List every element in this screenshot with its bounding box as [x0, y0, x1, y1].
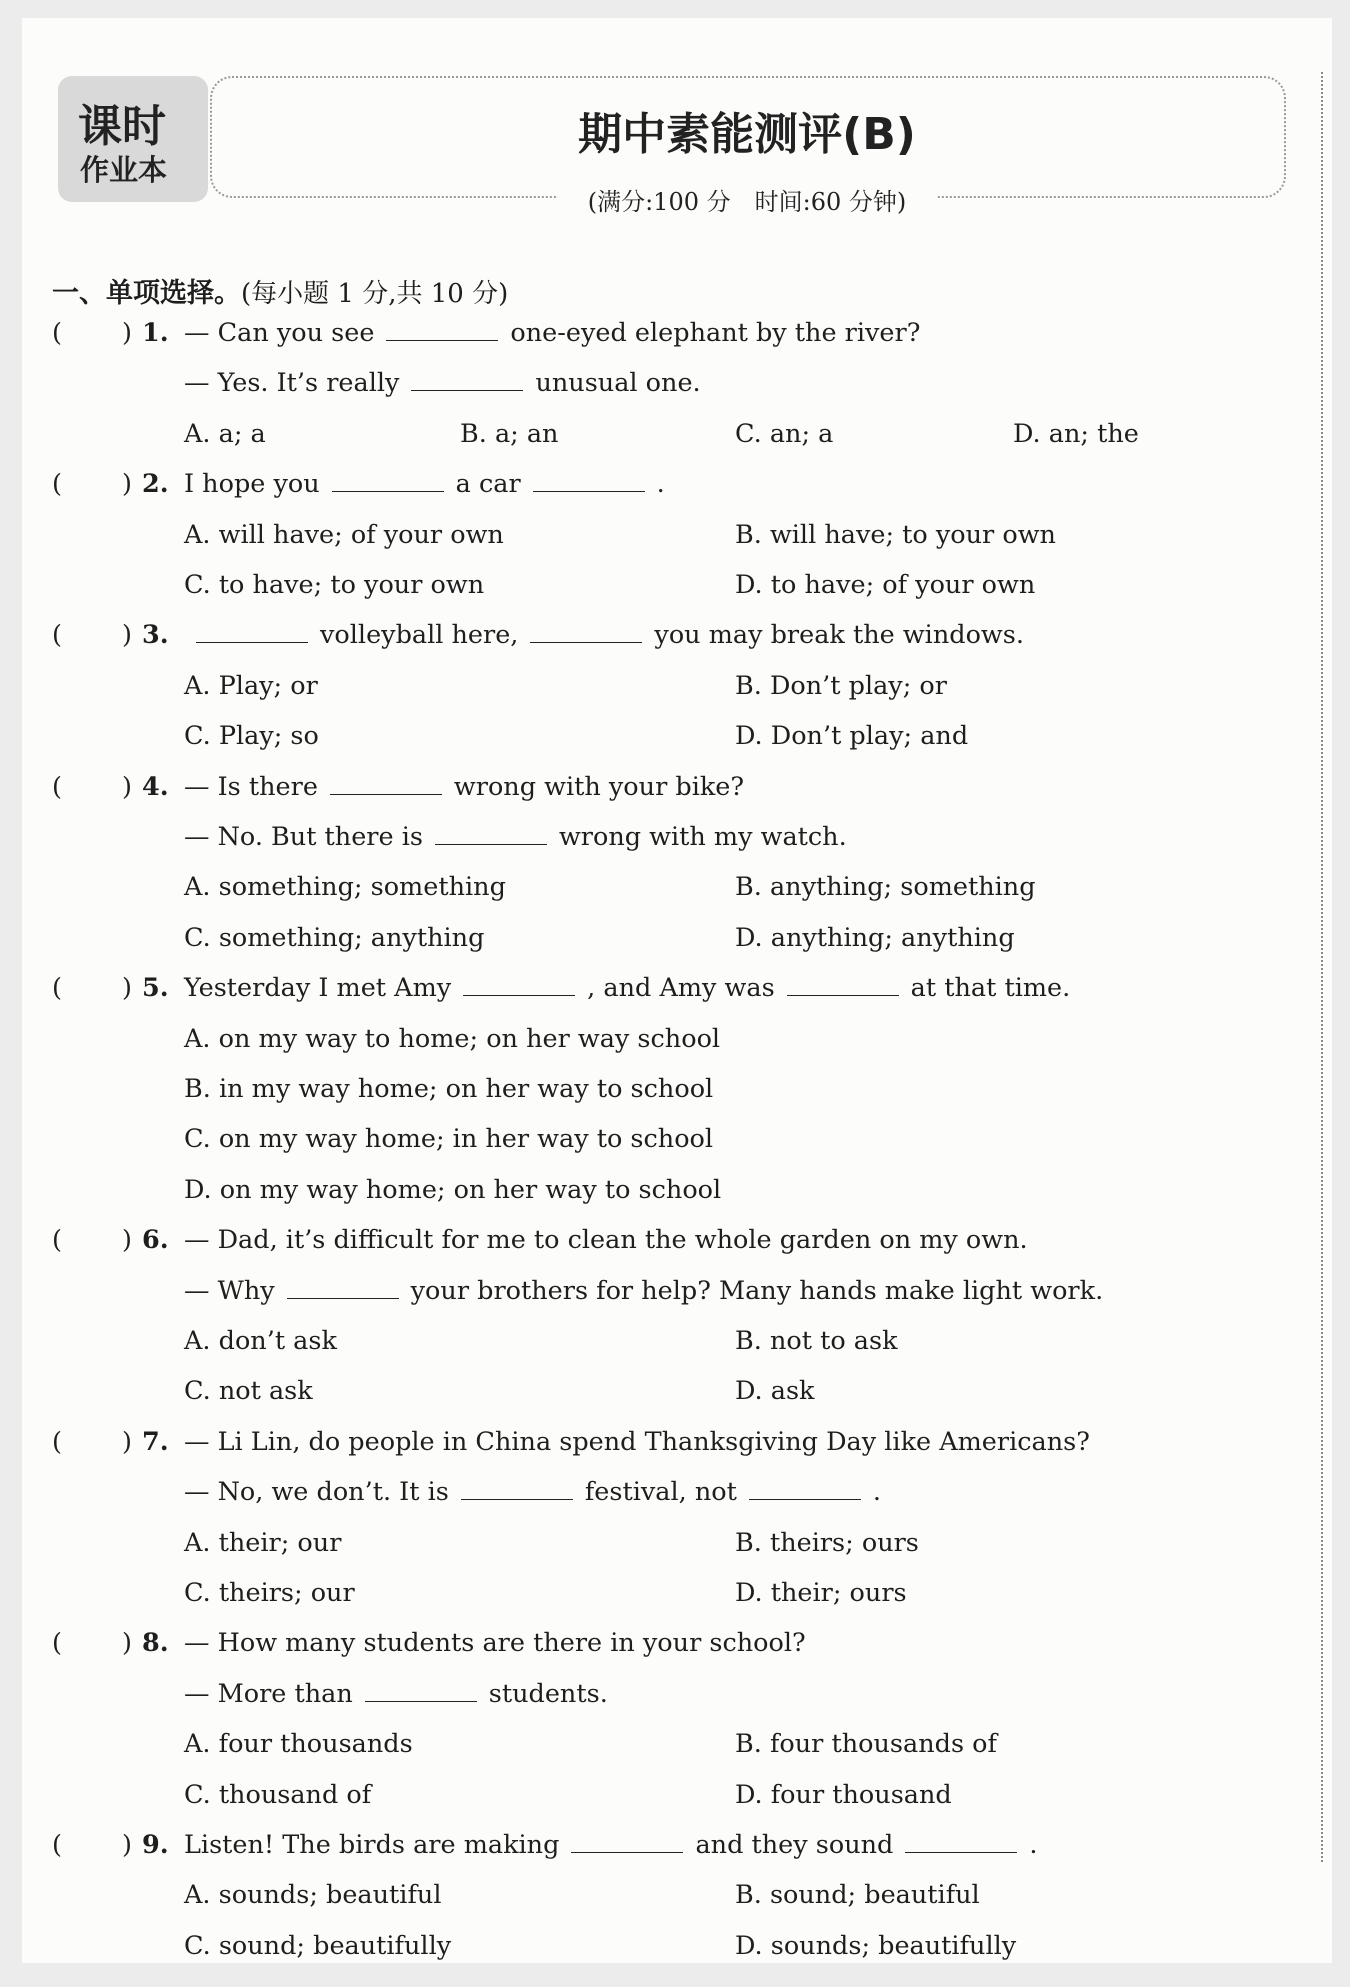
- question-stem: [184, 1276, 1103, 1306]
- answer-option[interactable]: A. a; a: [184, 418, 266, 449]
- answer-option[interactable]: C. sound; beautifully: [184, 1930, 452, 1961]
- question-stem: [184, 368, 701, 398]
- answer-paren-right: ): [122, 771, 132, 802]
- fill-blank: [332, 490, 444, 492]
- answer-paren-right: ): [122, 1830, 132, 1860]
- answer-option[interactable]: A. Play; or: [184, 670, 318, 701]
- logo-line1: 课时: [78, 101, 166, 152]
- fill-blank: [330, 793, 442, 795]
- answer-option[interactable]: C. thousand of: [184, 1779, 372, 1810]
- fill-blank: [463, 994, 575, 996]
- answer-option[interactable]: B. will have; to your own: [735, 519, 1056, 550]
- fill-blank: [533, 490, 645, 492]
- question-stem: [184, 1477, 881, 1507]
- fill-blank: [461, 1498, 573, 1500]
- answer-paren-right: ): [122, 973, 132, 1004]
- question-stem: [184, 469, 665, 499]
- subtitle-text: (满分:100 分 时间:60 分钟): [558, 188, 937, 216]
- answer-option[interactable]: D. an; the: [1013, 418, 1139, 449]
- answer-option[interactable]: D. on my way home; on her way to school: [184, 1174, 722, 1205]
- question-number: 3.: [142, 620, 169, 651]
- stem-text: unusual one.: [535, 368, 701, 399]
- stem-text: — How many students are there in your school?: [184, 1628, 806, 1659]
- section-note: (每小题 1 分,共 10 分): [241, 279, 509, 309]
- answer-option[interactable]: A. will have; of your own: [184, 519, 504, 550]
- question-stem: [184, 822, 847, 852]
- fill-blank: [435, 843, 547, 845]
- logo: [58, 76, 208, 202]
- stem-text: festival, not: [584, 1477, 737, 1508]
- section-heading: [52, 271, 508, 310]
- page-title: 期中素能测评(B): [578, 109, 916, 160]
- question-stem: [184, 620, 1024, 650]
- answer-paren-right: ): [122, 1628, 132, 1659]
- answer-option[interactable]: B. theirs; ours: [735, 1527, 919, 1558]
- answer-option[interactable]: A. don’t ask: [184, 1326, 337, 1356]
- answer-option[interactable]: B. not to ask: [735, 1326, 898, 1356]
- answer-paren-left: (: [52, 1628, 62, 1659]
- question-number: 5.: [142, 973, 169, 1004]
- answer-option[interactable]: D. their; ours: [735, 1578, 907, 1608]
- stem-text: Yesterday I met Amy: [184, 973, 452, 1004]
- answer-paren-left: (: [52, 1830, 62, 1860]
- stem-text: a car: [455, 469, 521, 500]
- fill-blank: [196, 641, 308, 643]
- question-number: 6.: [142, 1225, 169, 1256]
- stem-text: and they sound: [695, 1830, 894, 1860]
- answer-option[interactable]: A. on my way to home; on her way school: [184, 1023, 721, 1054]
- answer-option[interactable]: D. to have; of your own: [735, 570, 1036, 600]
- answer-paren-right: ): [122, 620, 132, 651]
- question-number: 1.: [142, 318, 169, 348]
- question-stem: [184, 1225, 1028, 1255]
- fill-blank: [749, 1498, 861, 1500]
- answer-paren-left: (: [52, 469, 62, 500]
- answer-option[interactable]: D. sounds; beautifully: [735, 1930, 1017, 1961]
- answer-paren-left: (: [52, 620, 62, 651]
- stem-text: — Can you see: [184, 318, 375, 348]
- answer-option[interactable]: A. sounds; beautiful: [184, 1880, 442, 1911]
- fill-blank: [530, 641, 642, 643]
- stem-text: — Is there: [184, 771, 318, 802]
- fill-blank: [411, 389, 523, 391]
- answer-option[interactable]: C. something; anything: [184, 922, 485, 953]
- fill-blank: [787, 994, 899, 996]
- stem-text: I hope you: [184, 469, 320, 500]
- answer-option[interactable]: A. their; our: [184, 1527, 342, 1558]
- question-number: 4.: [142, 771, 169, 802]
- stem-text: , and Amy was: [587, 973, 775, 1004]
- stem-text: at that time.: [910, 973, 1071, 1004]
- question-stem: [184, 772, 744, 802]
- answer-paren-left: (: [52, 1225, 62, 1256]
- question-stem: [184, 973, 1070, 1003]
- logo-line2: 作业本: [80, 153, 168, 187]
- stem-text: — More than: [184, 1678, 353, 1709]
- stem-text: — No, we don’t. It is: [184, 1477, 449, 1508]
- stem-text: — Why: [184, 1275, 275, 1306]
- question-number: 8.: [142, 1628, 169, 1659]
- fill-blank: [386, 339, 498, 341]
- answer-option[interactable]: B. Don’t play; or: [735, 670, 947, 701]
- fill-blank: [571, 1851, 683, 1853]
- stem-text: — Yes. It’s really: [184, 368, 400, 399]
- section-title: 一、单项选择。: [52, 278, 241, 309]
- question-stem: [184, 318, 920, 348]
- answer-option[interactable]: B. anything; something: [735, 872, 1036, 903]
- answer-paren-left: (: [52, 973, 62, 1004]
- page-subtitle: [210, 182, 1284, 217]
- answer-paren-right: ): [122, 1426, 132, 1457]
- answer-option[interactable]: C. not ask: [184, 1376, 313, 1407]
- stem-text: your brothers for help? Many hands make light work.: [410, 1275, 1104, 1306]
- stem-text: — Li Lin, do people in China spend Thanksgiving Day like Americans?: [184, 1426, 1090, 1457]
- answer-option[interactable]: D. four thousand: [735, 1779, 952, 1810]
- answer-option[interactable]: C. on my way home; in her way to school: [184, 1124, 714, 1155]
- stem-text: .: [656, 469, 665, 500]
- answer-option[interactable]: B. a; an: [460, 418, 559, 449]
- answer-paren-right: ): [122, 318, 132, 348]
- question-number: 9.: [142, 1830, 169, 1860]
- answer-paren-right: ): [122, 1225, 132, 1256]
- stem-text: .: [1029, 1830, 1038, 1860]
- answer-option[interactable]: B. sound; beautiful: [735, 1880, 980, 1911]
- answer-option[interactable]: D. ask: [735, 1376, 815, 1407]
- answer-option[interactable]: A. four thousands: [184, 1729, 413, 1760]
- question-stem: [184, 1679, 608, 1709]
- question-number: 7.: [142, 1426, 169, 1457]
- answer-option[interactable]: D. Don’t play; and: [735, 721, 969, 752]
- fill-blank: [287, 1297, 399, 1299]
- stem-text: wrong with my watch.: [558, 822, 847, 852]
- answer-option[interactable]: A. something; something: [184, 872, 506, 903]
- question-stem: [184, 1830, 1037, 1860]
- answer-paren-left: (: [52, 1426, 62, 1457]
- answer-paren-left: (: [52, 318, 62, 348]
- answer-paren-right: ): [122, 469, 132, 500]
- question-stem: [184, 1628, 806, 1658]
- stem-text: — Dad, it’s difficult for me to clean the whole garden on my own.: [184, 1225, 1028, 1256]
- stem-text: wrong with your bike?: [453, 771, 745, 802]
- question-stem: [184, 1427, 1090, 1457]
- stem-text: Listen! The birds are making: [184, 1830, 560, 1860]
- fill-blank: [365, 1700, 477, 1702]
- stem-text: students.: [488, 1678, 608, 1709]
- stem-text: — No. But there is: [184, 822, 423, 852]
- answer-option[interactable]: B. four thousands of: [735, 1729, 997, 1760]
- stem-text: .: [872, 1477, 881, 1508]
- margin-rule: [1321, 72, 1323, 1862]
- answer-option[interactable]: D. anything; anything: [735, 922, 1015, 953]
- answer-option[interactable]: C. to have; to your own: [184, 570, 485, 600]
- answer-paren-left: (: [52, 771, 62, 802]
- answer-option[interactable]: C. theirs; our: [184, 1578, 355, 1608]
- stem-text: volleyball here,: [320, 620, 519, 651]
- answer-option[interactable]: C. Play; so: [184, 721, 319, 752]
- fill-blank: [905, 1851, 1017, 1853]
- answer-option[interactable]: C. an; a: [735, 418, 834, 449]
- answer-option[interactable]: B. in my way home; on her way to school: [184, 1074, 714, 1104]
- stem-text: you may break the windows.: [654, 620, 1024, 651]
- stem-text: one-eyed elephant by the river?: [510, 318, 921, 348]
- question-number: 2.: [142, 469, 169, 500]
